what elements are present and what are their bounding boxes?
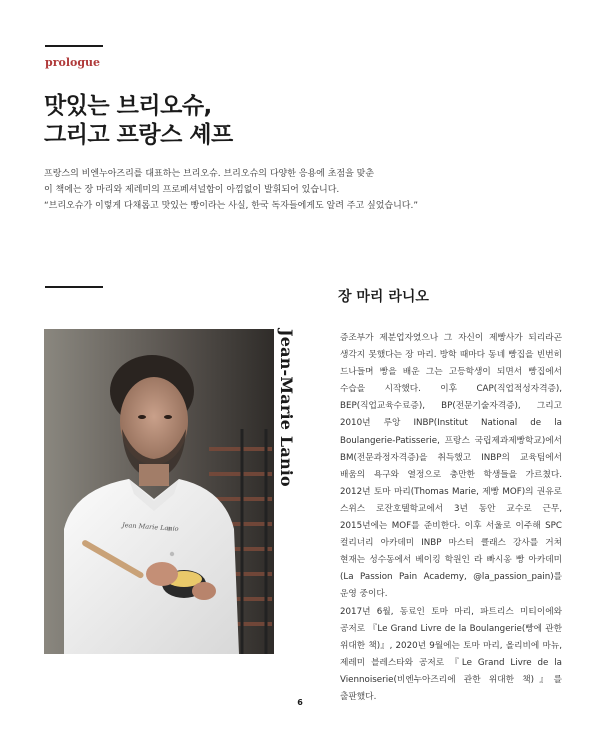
headline-line-2: 그리고 프랑스 셰프 xyxy=(44,122,233,148)
bio-paragraph: 증조부가 제분업자였으나 그 자신이 제빵사가 되리라곤 생각지 못했다는 장 마리. 방학 때마다 동네 빵집을 빈번히 드나들며 빵을 배운 그는 고등학생이 되면서 빵집에서 수습을 시작했다. 이후 CAP(직업적성자격증), BEP(직업교육수료증), BP(전문기술자격증), 그리고 2010년 루앙 INBP(Institut National de la Boulangerie-Patisserie, 프랑스 국립제과제빵학교)에서 BM(전문과정자격증)을 취득했고 INBP의 교육팀에서 배움의 욕구와 열정으로 충만한 학생들을 가르쳤다. 2012년 토마 마리(Thomas Marie, 제빵 MOF)의 권유로 스위스 로잔호텔학교에서 3년 동안 교수로 근무, 2015년에는 MOF를 준비한다. 이후 서울로 이주해 SPC 컬리너리 아카데미 INBP 마스터 클래스 강사를 거쳐 현재는 성수동에서 베이킹 학원인 라 빠시옹 빵 아카데미(La Passion Pain Academy, @la_passion_pain)를 운영 중이다. xyxy=(340,333,562,600)
chef-portrait-photo xyxy=(44,329,274,654)
bio-paragraph: 2017년 6월, 동료인 토마 마리, 파트리스 미티이에와 공저로 『Le Grand Livre de la Boulangerie(빵에 관한 위대한 책)』, 2020년 9월에는 토마 마리, 올리비에 마뉴, 제레미 블레스타와 공저로 『Le Grand Livre de la Viennoiserie(비엔누아즈리에 관한 위대한 책)』를 출판했다. xyxy=(340,606,562,702)
jacket-embroidery: Jean Marie Lanio xyxy=(121,521,179,533)
author-name-vertical: Jean-Marie Lanio xyxy=(277,329,296,487)
author-bio xyxy=(340,330,562,706)
page-headline xyxy=(44,92,233,150)
intro-paragraph xyxy=(44,166,564,214)
intro-line: 프랑스의 비엔누아즈리를 대표하는 브리오슈. 브리오슈의 다양한 응용에 초점을 맞춘 xyxy=(44,169,375,179)
author-name-korean: 장 마리 라니오 xyxy=(338,289,429,305)
author-divider xyxy=(45,286,103,288)
intro-line: 이 책에는 장 마리와 제레미의 프로페셔널함이 아낌없이 발휘되어 있습니다. xyxy=(44,185,340,195)
intro-line: “브리오슈가 이렇게 다채롭고 맛있는 빵이라는 사실, 한국 독자들에게도 알려 주고 싶었습니다.” xyxy=(44,201,419,211)
prologue-divider xyxy=(45,45,103,47)
section-label: prologue xyxy=(45,56,101,69)
headline-line-1: 맛있는 브리오슈, xyxy=(44,93,212,119)
page-number: 6 xyxy=(297,698,303,707)
